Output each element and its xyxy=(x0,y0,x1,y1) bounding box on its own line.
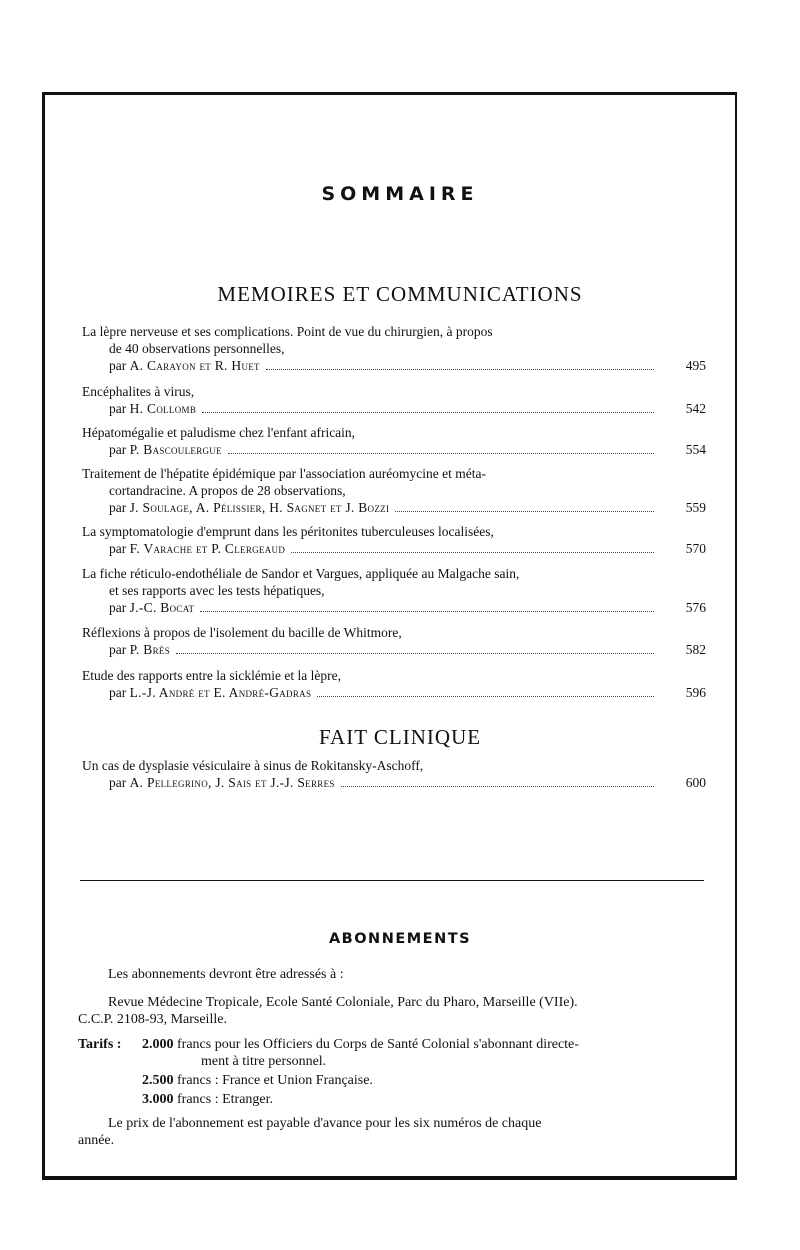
entry-line: de 40 observations personnelles, xyxy=(109,341,285,356)
tarif-price: 2.500 xyxy=(142,1073,174,1088)
tarif-price: 3.000 xyxy=(142,1092,174,1107)
entry-page: 570 xyxy=(685,541,706,556)
leader-dots xyxy=(228,452,654,454)
entry-page: 495 xyxy=(685,358,706,373)
entry-authors: par L.-J. André et E. André-Gadras xyxy=(109,685,312,700)
entry-line: Traitement de l'hépatite épidémique par l'association auréomycine et méta- xyxy=(82,466,486,481)
entry-authors: par A. Pellegrino, J. Sais et J.-J. Serres xyxy=(109,775,335,790)
entry-authors: par F. Varache et P. Clergeaud xyxy=(109,541,286,556)
tarifs-block xyxy=(78,1036,704,1108)
page-title: SOMMAIRE xyxy=(321,183,479,205)
abonnements-footer xyxy=(78,1115,704,1149)
entry-authors: par P. Brès xyxy=(109,642,170,657)
entry-line: Encéphalites à virus, xyxy=(82,384,195,399)
footer-line: année. xyxy=(78,1133,115,1148)
entry-page: 542 xyxy=(685,401,706,416)
toc-entry xyxy=(82,565,706,616)
leader-dots xyxy=(317,695,654,697)
entry-authors: par P. Bascoulergue xyxy=(109,442,222,457)
entry-line: La lèpre nerveuse et ses complications. Point de vue du chirurgien, à propos xyxy=(82,324,493,339)
entry-page: 554 xyxy=(685,442,706,457)
abonnements-intro: Les abonnements devront être adressés à : xyxy=(108,967,344,982)
abonnements-heading: ABONNEMENTS xyxy=(328,931,472,947)
leader-dots xyxy=(341,785,654,787)
toc-entry xyxy=(82,667,706,701)
tarif-price: 2.000 xyxy=(142,1037,174,1052)
tarif-text: francs : Etranger. xyxy=(177,1092,274,1107)
abonnements-address xyxy=(78,994,704,1028)
fait-clinique-heading: FAIT CLINIQUE xyxy=(318,725,482,749)
entry-authors: par J. Soulage, A. Pélissier, H. Sagnet et J. Bozzi xyxy=(109,500,390,515)
entry-line: La symptomatologie d'emprunt dans les péritonites tuberculeuses localisées, xyxy=(82,524,494,539)
address-line: Revue Médecine Tropicale, Ecole Santé Coloniale, Parc du Pharo, Marseille (VIIe). xyxy=(108,995,578,1010)
entry-line: Un cas de dysplasie vésiculaire à sinus de Rokitansky-Aschoff, xyxy=(82,758,424,773)
toc-entry xyxy=(82,624,706,658)
entry-line: et ses rapports avec les tests hépatiques, xyxy=(109,583,325,598)
entry-page: 576 xyxy=(685,600,706,615)
entry-authors: par J.-C. Bocat xyxy=(109,600,195,615)
entry-line: Hépatomégalie et paludisme chez l'enfant africain, xyxy=(82,425,356,440)
toc-entry xyxy=(82,465,706,516)
leader-dots xyxy=(395,510,654,512)
entry-line: Réflexions à propos de l'isolement du bacille de Whitmore, xyxy=(82,625,402,640)
entry-page: 596 xyxy=(685,685,706,700)
tarif-text: francs pour les Officiers du Corps de Santé Colonial s'abonnant directe- xyxy=(177,1037,579,1052)
leader-dots xyxy=(291,551,654,553)
entry-authors: par A. Carayon et R. Huet xyxy=(109,358,260,373)
entry-authors: par H. Collomb xyxy=(109,401,197,416)
leader-dots xyxy=(202,411,654,413)
tarifs-label: Tarifs : xyxy=(78,1037,122,1052)
section-divider xyxy=(80,880,704,881)
entry-line: cortandracine. A propos de 28 observations, xyxy=(109,483,346,498)
entry-line: La fiche réticulo-endothéliale de Sandor et Vargues, appliquée au Malgache sain, xyxy=(82,566,520,581)
footer-line: Le prix de l'abonnement est payable d'avance pour les six numéros de chaque xyxy=(108,1116,542,1131)
toc-entry xyxy=(82,424,706,458)
tarif-text-cont: ment à titre personnel. xyxy=(201,1054,327,1069)
entry-page: 582 xyxy=(685,642,706,657)
entry-page: 559 xyxy=(685,500,706,515)
toc-entry xyxy=(82,323,706,374)
toc-entry xyxy=(82,523,706,557)
toc-entry xyxy=(82,757,706,791)
leader-dots xyxy=(200,610,654,612)
toc-entry xyxy=(82,383,706,417)
tarif-text: francs : France et Union Française. xyxy=(177,1073,373,1088)
entry-page: 600 xyxy=(685,775,706,790)
leader-dots xyxy=(176,652,654,654)
entry-line: Etude des rapports entre la sicklémie et la lèpre, xyxy=(82,668,342,683)
memoires-heading: MEMOIRES ET COMMUNICATIONS xyxy=(217,282,583,306)
leader-dots xyxy=(266,368,654,370)
ccp-line: C.C.P. 2108-93, Marseille. xyxy=(78,1012,227,1027)
